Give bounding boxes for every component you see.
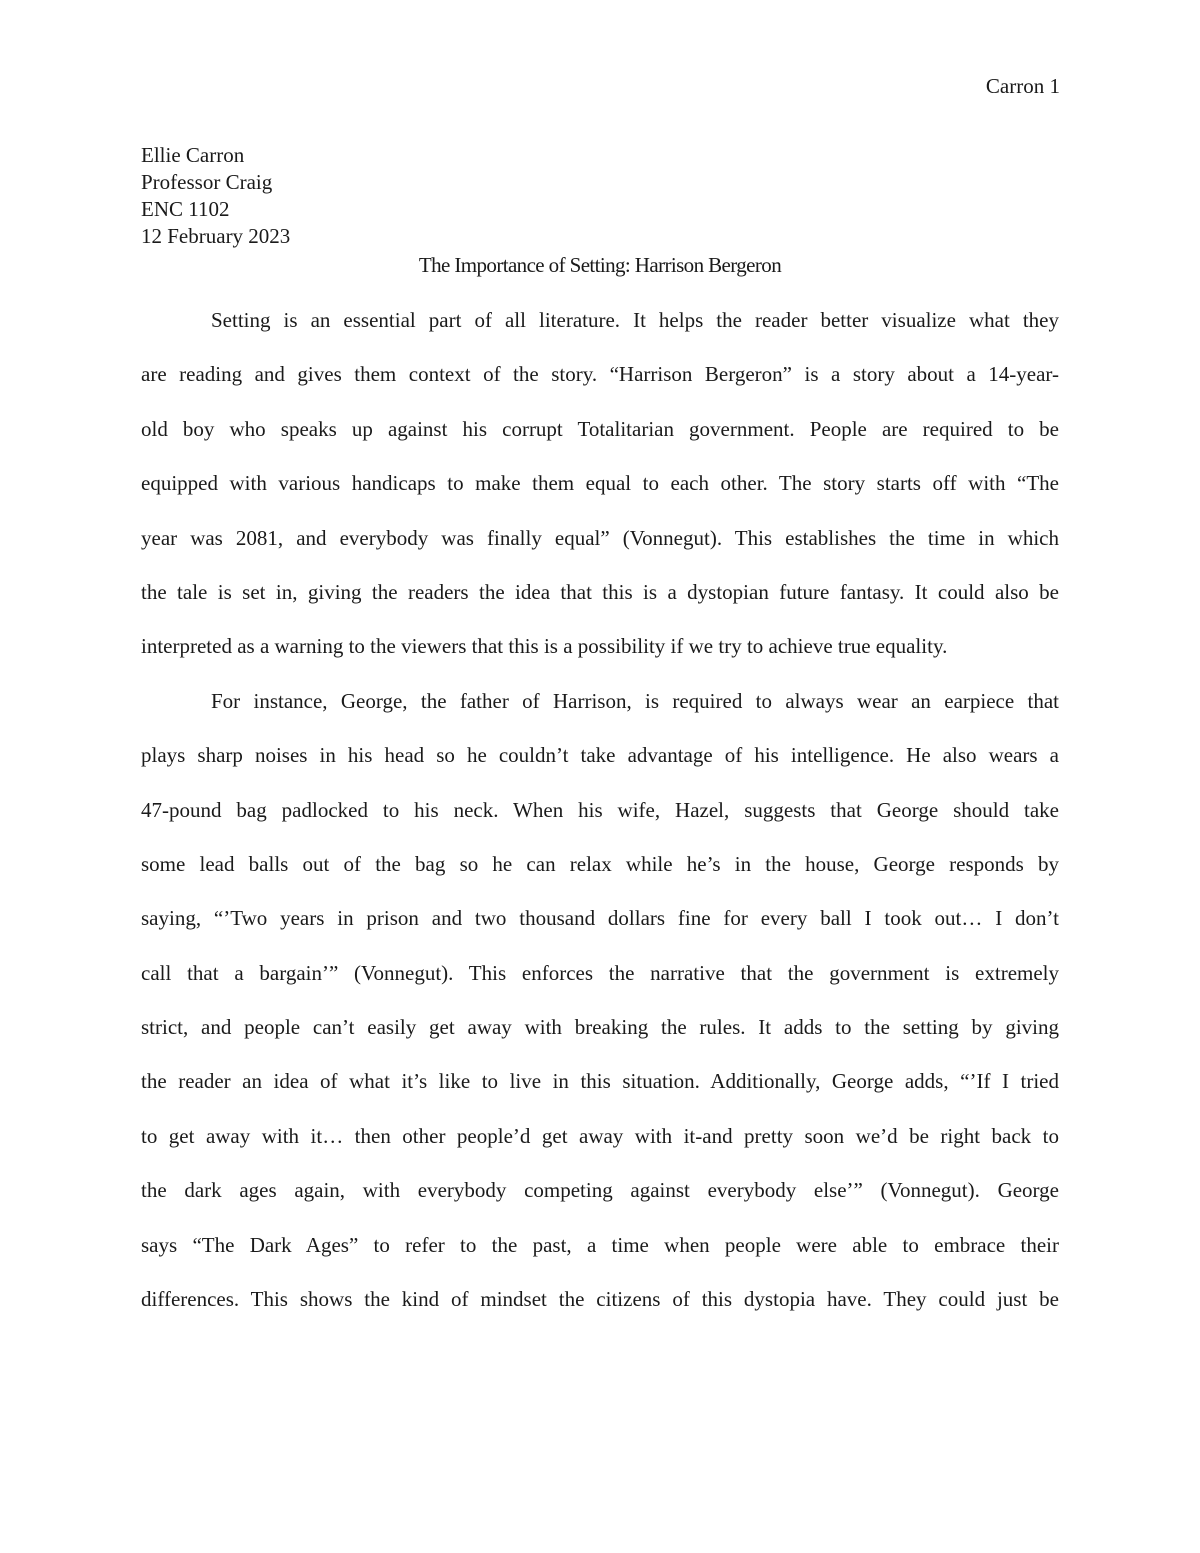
essay-title: The Importance of Setting: Harrison Bergeron: [418, 253, 782, 277]
body-line: old boy who speaks up against his corrupt Totalitarian government. People are required to be: [141, 416, 1059, 441]
body-line: year was 2081, and everybody was finally equal” (Vonnegut). This establishes the time in which: [141, 525, 1059, 550]
body-line: For instance, George, the father of Harrison, is required to always wear an earpiece that: [211, 688, 1059, 713]
body-line: 47-pound bag padlocked to his neck. When his wife, Hazel, suggests that George should take: [141, 797, 1059, 822]
body-line: interpreted as a warning to the viewers that this is a possibility if we try to achieve true equality.: [141, 634, 948, 659]
body-line: some lead balls out of the bag so he can relax while he’s in the house, George responds by: [141, 851, 1059, 876]
course-code: ENC 1102: [141, 197, 230, 221]
body-line: Setting is an essential part of all literature. It helps the reader better visualize what they: [211, 308, 1059, 332]
instructor-name: Professor Craig: [141, 170, 273, 194]
body-line: saying, “’Two years in prison and two thousand dollars fine for every ball I took out… I don’t: [141, 906, 1059, 931]
body-line: to get away with it… then other people’d get away with it-and pretty soon we’d be right back to: [141, 1123, 1059, 1148]
body-line: call that a bargain’” (Vonnegut). This enforces the narrative that the government is extremely: [141, 960, 1059, 985]
body-line: equipped with various handicaps to make them equal to each other. The story starts off with “The: [141, 471, 1059, 496]
body-line: the tale is set in, giving the readers the idea that this is a dystopian future fantasy. It could also be: [141, 579, 1059, 604]
author-name: Ellie Carron: [141, 143, 245, 167]
body-line: strict, and people can’t easily get away with breaking the rules. It adds to the setting by giving: [141, 1015, 1059, 1040]
body-line: differences. This shows the kind of mindset the citizens of this dystopia have. They could just be: [141, 1287, 1059, 1312]
submission-date: 12 February 2023: [141, 224, 291, 248]
body-line: the reader an idea of what it’s like to live in this situation. Additionally, George adds, “’If I tried: [141, 1069, 1059, 1094]
essay-body: [141, 306, 1059, 1339]
body-line: plays sharp noises in his head so he couldn’t take advantage of his intelligence. He also wears a: [141, 743, 1059, 768]
body-line: are reading and gives them context of the story. “Harrison Bergeron” is a story about a 14-year-: [141, 362, 1059, 387]
mla-heading: [141, 142, 290, 250]
running-header-page-number: Carron 1: [985, 74, 1060, 98]
body-line: says “The Dark Ages” to refer to the past, a time when people were able to embrace their: [141, 1232, 1059, 1257]
body-line: the dark ages again, with everybody competing against everybody else’” (Vonnegut). George: [141, 1178, 1059, 1203]
